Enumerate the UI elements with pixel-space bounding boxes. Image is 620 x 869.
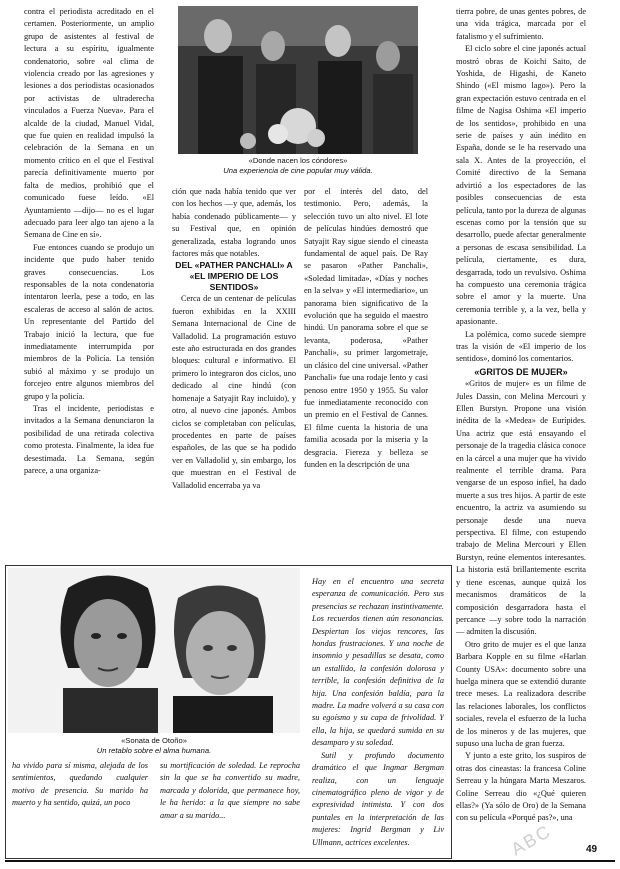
caption-subtitle: Un retablo sobre el alma humana. bbox=[96, 746, 212, 755]
page-number: 49 bbox=[586, 844, 598, 855]
paragraph: La polémica, como sucede siempre tras la visión de «El imperio de los sentidos», dominó los comentarios. bbox=[456, 329, 586, 364]
paragraph: Y junto a este grito, los suspiros de otras dos cineastas: la francesa Coline Serreau y la húngara Marta Meszaros. Coline Serreau dio «¿Qué quieren ellas?» (Ya sólo de Oro) de la Semana con su película «Porqué pas?», una bbox=[456, 751, 586, 823]
footer-rule bbox=[5, 860, 615, 862]
caption-title: «Donde nacen los cóndores» bbox=[248, 156, 348, 165]
section-heading: «GRITOS DE MUJER» bbox=[474, 366, 568, 377]
paragraph: Sutil y profundo documento dramático el que Ingmar Bergman realiza, con un lenguaje cinematográfico pleno de vigor y de expresividad intimista. Y con dos puntales en la interpretación de las mujeres: Ingrid Bergman y Liv Ullmann, actrices excelentes. bbox=[312, 750, 444, 846]
article-column-4 bbox=[456, 6, 586, 851]
paragraph: El ciclo sobre el cine japonés actual mostró obras de Koichi Saito, de Yoshida, de Higashi, de Kaneto Shindo («El mismo lago»). Pero la gran expectación estuvo centrada en el filme de Nagisa Oshima «El imperio de los sentidos», prohibido en una serie de países y aún inédito en España, donde se le ha reservado una sala X. Antes de la proyección, el Comité directivo de la Semana advirtió a los espectadores de las posibles consecuencias de esta película, tanto por la dureza de algunas escenas como por la tensión que su desarrollo, puede afectar generalmente a personas de escasa sensibilidad. La película, ciertamente, es dura, desgarrada, todo un revulsivo. Oshima ha compuesto una ceremonia trágica sobre el amor y la muerte. Una ceremonia terrible y, a la vez, bella y apasionante. bbox=[456, 44, 586, 327]
paragraph: contra el periodista acreditado en el certamen. Posteriormente, un amplio grupo de asistentes al festival de lectura a su espíritu, igualmente condenatorio, sobre «al clima de violencia creado por las agresiones y lesiones a dos periodistas ocasionados por activistas de ultraderecha vinculados a Fuerza Nueva». Para el alcalde de la ciudad, Manuel Vidal, que fue quien en realidad impulsó la celebración de la Semana en un momento crítico en el que el Festival parecía definitivamente muerto por falta de medios, prohibió que el comunicado fuese leído. «El Ayuntamiento —dijo— no es el lugar adecuado para leer algo tan ajeno a la Semana de Cine en sí». bbox=[24, 7, 154, 240]
paragraph: Otro grito de mujer es el que lanza Barbara Kopple en su filme «Harlan County USA»: documento sobre una huelga minera que se extendió durante trece meses. La realizadora describe las relaciones laborales, los conflictos sociales, revela el esfuerzo de la lucha de los mineros y de las mujeres, que supuso una lucha de gran fuerza. bbox=[456, 639, 586, 748]
paragraph: ha vivido para sí misma, alejada de los sentimientos, quedando cualquier motivo de presencia. Su marido ha muerto y ha sentido, quizá, un poco bbox=[12, 761, 148, 808]
inset-column-3 bbox=[312, 576, 444, 846]
paragraph: Tras el incidente, periodistas e invitados a la Semana denunciaron la posibilidad de una retirada colectiva como protesta. Finalmente, la idea fue desestimada. La Semana, según parece, a una organiza- bbox=[24, 404, 154, 476]
bottom-photo-caption bbox=[8, 736, 300, 756]
caption-title: «Sonata de Otoño» bbox=[121, 736, 187, 745]
paragraph: «Gritos de mujer» es un filme de Jules Dassin, con Melina Mercouri y Ellen Burstyn. Propone una visión inédita de la «Medea» de Eurípides. Una actriz que está ensayando el personaje de la tragedia clásica conoce en la cárcel a una mujer que ha vivido realmente el terrible drama. Para vengarse de un esposo infiel, ha dado muerte a sus tres hijos. A partir de este encuentro, la actriz va asumiendo su personaje desde una nueva perspectiva. El filme, con estupendo trabajo de Melina Mercouri y Ellen Burstyn, reúne elementos interesantes. La historia está brillantemente escrita y tiene escenas, aunque quizá los mecanismos dramáticos de la composición desgarradora hasta el percance —y sobre todo la narración— admiten la discusión. bbox=[456, 379, 586, 637]
top-photo-caption bbox=[178, 156, 418, 176]
portrait-photo-illustration bbox=[8, 568, 300, 733]
top-photo bbox=[178, 6, 418, 154]
article-column-3 bbox=[304, 186, 428, 562]
paragraph: Fue entonces cuando se produjo un incidente que pudo haber tenido graves consecuencias. Los responsables de la nota condenatoria intentaron leerla, pese a todo, en las escaleras de acceso al salón de actos. Un representante del Partido del Trabajo inició la lectura, que fue inmediatamente interrumpida por miembros de la Policía. La tensión subió al máximo y se produjo un forcejeo entre algunos miembros del grupo y la policía. bbox=[24, 242, 154, 401]
section-heading: DEL «PATHER PANCHALI» A «EL IMPERIO DE LOS SENTIDOS» bbox=[175, 260, 293, 293]
paragraph: tierra pobre, de unas gentes pobres, de una vida trágica, marcada por el fatalismo y el sufrimiento. bbox=[456, 7, 586, 41]
bottom-photo bbox=[8, 568, 300, 733]
inset-column-1 bbox=[12, 760, 148, 850]
caption-subtitle: Una experiencia de cine popular muy válida. bbox=[223, 166, 373, 175]
article-column-1 bbox=[24, 6, 154, 561]
paragraph: Cerca de un centenar de películas fueron exhibidas en la XXIII Semana Internacional de Cine de Valladolid. La programación estuvo este año estructurada en dos grandes bloques: cultural e informativo. El primero lo integraron dos ciclos, uno dedicado al cine hindú (con homenaje a Satyajit Ray incluido), y otro, al nuevo cine japonés. Ambos ciclos se completaban con películas, procedentes en parte de países españoles, de las que se ha podido ver en Valladolid y, sin embargo, los que muestran en el Festival de Valladolid encerraba ya va bbox=[172, 294, 296, 490]
paragraph: su mortificación de soledad. Le reprocha sin la que se ha convertido su madre, marcada y dolorida, que permanece hoy, le ha herido: a la que siempre no sabe amar a su marido... bbox=[160, 761, 300, 820]
crowd-photo-illustration bbox=[178, 6, 418, 154]
paragraph: por el interés del dato, del testimonio. Pero, además, la selección tuvo un alto nivel. El lote de películas hindúes demostró que Satyajit Ray sigue siendo el cineasta fundamental de aquel país. De Ray se pasaron «Pather Panchali», «Soledad limitada», «Días y noches en la selva» y «El intermediario», un panorama bien significativo de la evolución que ha seguido el maestro hindú. Un panorama sobre el que se levanta, poderosa, «Pather Panchali», su primer largometraje, un clásico del cine universal. «Pather Panchali» fue una rodaje lento y casi penoso entre 1950 y 1955. Su valor fue inmediatamente reconocido con un premio en el Festival de Cannes. El filme cuenta la historia de una familia acosada por la miseria y la desgracia. Fiereza y belleza se funden en la descripción de una bbox=[304, 187, 428, 469]
paragraph: ción que nada había tenido que ver con los hechos —y que, además, los había condenado públicamente— y su Festival que, en opinión generalizada, estaba logrando unos factores más que notables. bbox=[172, 187, 296, 259]
watermark: ABC bbox=[507, 820, 555, 860]
paragraph: Hay en el encuentro una secreta esperanza de comunicación. Pero sus presencias se rechazan instintivamente. Los recuerdos tienen aún resonancias. Despiertan los viejos rencores, las hondas frustraciones. Y una noche de insomnio y pesadillas se desata, como un estallido, la confesión dolorosa y terrible, la confesión definitiva de la hija. Una confesión baldía, para la madre. La madre volverá a su casa con su egoísmo y su capa de frivolidad. Y ella, la hija, se quedará sumida en su desamparo y su soledad. bbox=[312, 577, 444, 748]
inset-column-2 bbox=[160, 760, 300, 850]
article-column-2 bbox=[172, 186, 296, 562]
